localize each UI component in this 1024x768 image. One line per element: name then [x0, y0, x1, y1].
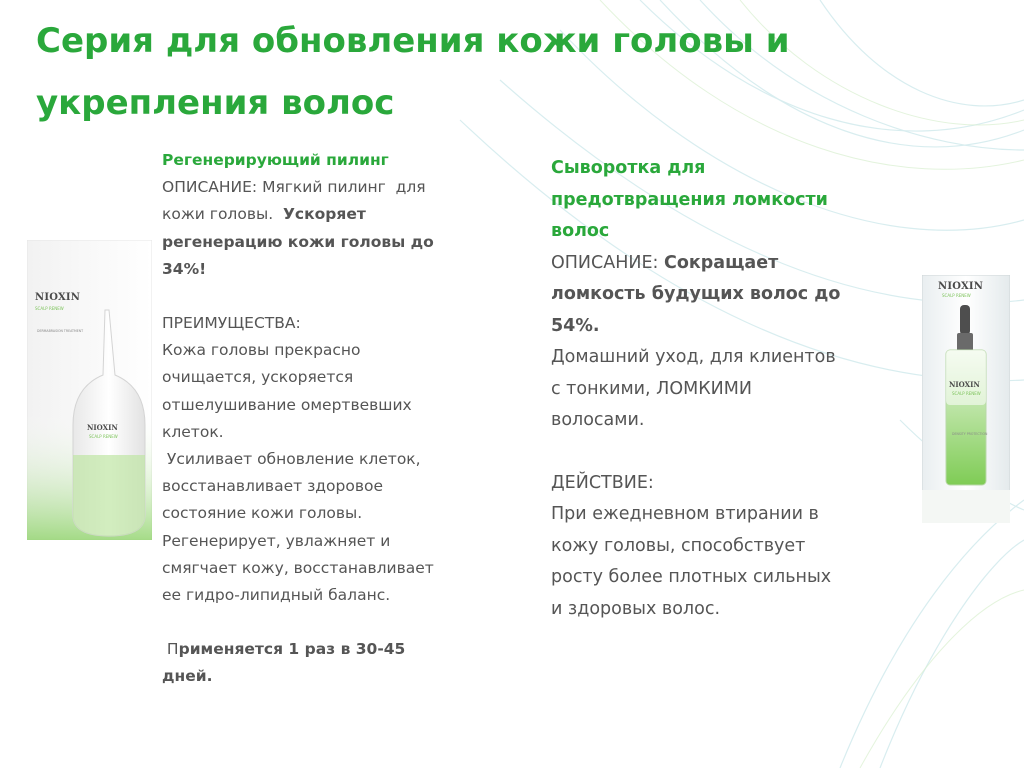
peeling-benefit-line: смягчает кожу, восстанавливает [162, 558, 434, 577]
peeling-usage-bold-1: рименяется 1 раз в 30-45 [178, 640, 406, 659]
serum-desc-line: Домашний уход, для клиентов [551, 347, 836, 367]
serum-desc-line-1 [551, 248, 891, 280]
spacer [162, 283, 482, 310]
slide-title-line-2: укрепления волос [36, 83, 395, 123]
peeling-desc-text-1: Мягкий пилинг для [257, 178, 426, 197]
peeling-usage-line-1 [162, 636, 482, 663]
peeling-desc-bold-2: регенерацию кожи головы до [162, 232, 434, 251]
peeling-benefit-line: Усиливает обновление клеток, [162, 450, 421, 469]
peeling-benefit-line: Кожа головы прекрасно [162, 341, 361, 360]
peeling-desc-label: ОПИСАНИЕ: [162, 178, 258, 197]
serum-desc-label: ОПИСАНИЕ: [551, 252, 664, 273]
serum-desc-bold-1: Сокращает [663, 252, 779, 273]
peeling-benefits-label: ПРЕИМУЩЕСТВА: [162, 314, 301, 333]
svg-text:SCALP RENEW: SCALP RENEW [952, 391, 981, 396]
peeling-benefit-line: очищается, ускоряется [162, 368, 354, 387]
svg-text:NIOXIN: NIOXIN [949, 380, 980, 389]
peeling-line-text: SCALP RENEW [35, 306, 64, 311]
spacer [162, 609, 482, 636]
slide-title [36, 10, 936, 134]
serum-desc-bold-2: ломкость будущих волос до [551, 284, 841, 304]
serum-description-column [551, 153, 891, 625]
spacer [551, 437, 891, 468]
serum-line-text: SCALP RENEW [942, 293, 971, 298]
peeling-benefit-line: Регенерирует, увлажняет и [162, 531, 391, 550]
peeling-usage-prefix: П [162, 640, 179, 659]
peeling-desc-bold-1: Ускоряет [282, 205, 366, 224]
serum-heading-line: предотвращения ломкости [551, 189, 828, 210]
peeling-heading: Регенерирующий пилинг [162, 151, 389, 169]
peeling-desc-bold-3: 34%! [162, 259, 207, 278]
peeling-benefit-line: клеток. [162, 422, 224, 441]
peeling-brand-text: NIOXIN [35, 292, 81, 303]
peeling-desc-text-2: кожи головы. [162, 205, 283, 224]
serum-desc-line: волосами. [551, 410, 645, 430]
peeling-benefit-line: отшелушивание омертвевших [162, 395, 412, 414]
serum-action-line: и здоровых волос. [551, 598, 721, 619]
peeling-usage-bold-2: дней. [162, 667, 213, 686]
serum-action-line: росту более плотных сильных [551, 567, 832, 587]
serum-action-line: кожу головы, способствует [551, 535, 806, 556]
peeling-desc-line-1 [162, 174, 482, 201]
serum-product-image [922, 275, 1010, 523]
peeling-benefit-line: состояние кожи головы. [162, 504, 363, 523]
peeling-benefit-line: ее гидро-липидный баланс. [162, 586, 391, 605]
serum-action-line: При ежедневном втирании в [551, 504, 819, 524]
slide-title-line-1: Серия для обновления кожи головы и [36, 21, 790, 61]
serum-heading-line: Сыворотка для [551, 158, 706, 178]
peeling-name-text: DERMABRASION TREATMENT [37, 329, 84, 333]
serum-desc-bold-3: 54%. [551, 315, 600, 336]
peeling-product-image [27, 240, 152, 540]
serum-desc-line: с тонкими, ЛОМКИМИ [551, 378, 752, 399]
serum-action-label: ДЕЙСТВИЕ: [551, 472, 654, 493]
serum-name-text: DENSITY PROTECTION [952, 432, 988, 436]
peeling-description-column [162, 147, 482, 691]
peeling-benefit-line: восстанавливает здоровое [162, 477, 383, 496]
serum-brand-text: NIOXIN [938, 281, 984, 292]
svg-text:SCALP RENEW: SCALP RENEW [89, 434, 118, 439]
svg-text:NIOXIN: NIOXIN [87, 423, 118, 432]
peeling-desc-line-2 [162, 201, 482, 228]
serum-heading-line: волос [551, 221, 610, 241]
